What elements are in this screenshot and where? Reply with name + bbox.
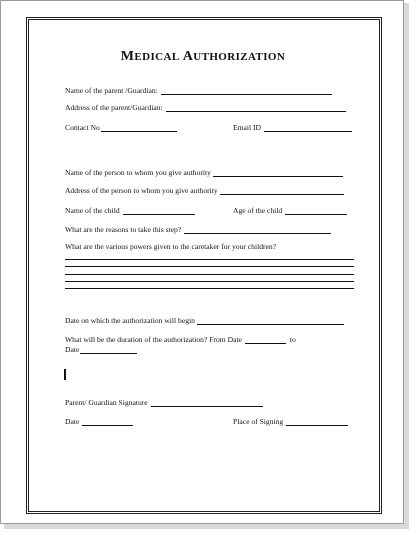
date-begin-line[interactable] <box>197 317 344 325</box>
person-name-line[interactable] <box>213 169 343 177</box>
powers-line-1[interactable] <box>65 259 354 260</box>
powers-line-2[interactable] <box>65 266 354 267</box>
parent-address-field[interactable]: Address of the parent/Guardian: <box>65 103 346 112</box>
person-name-field[interactable]: Name of the person to whom you give authority <box>65 168 343 177</box>
duration-from-line[interactable] <box>245 336 286 344</box>
place-of-signing-field[interactable]: Place of Signing <box>233 417 348 426</box>
email-id-line[interactable] <box>264 124 352 132</box>
date-begin-field[interactable]: Date on which the authorization will begin <box>65 316 344 325</box>
document-title: MEDICAL AUTHORIZATION <box>120 49 286 64</box>
reasons-field[interactable]: What are the reasons to take this step? <box>65 225 331 234</box>
child-age-field[interactable]: Age of the child <box>233 206 347 215</box>
parent-address-line[interactable] <box>166 104 346 112</box>
child-name-field[interactable]: Name of the child <box>65 206 195 215</box>
contact-no-line[interactable] <box>101 124 177 132</box>
reasons-line[interactable] <box>184 226 331 234</box>
duration-date-field[interactable]: Date <box>65 345 137 354</box>
duration-field[interactable]: What will be the duration of the authorization? From Date to <box>65 335 296 344</box>
child-name-line[interactable] <box>123 207 195 215</box>
powers-field: What are the various powers given to the caretaker for your children? <box>65 242 277 251</box>
signature-field[interactable]: Parent/ Guardian Signature <box>65 398 263 407</box>
date-field[interactable]: Date <box>65 417 133 426</box>
powers-line-3[interactable] <box>65 274 354 275</box>
date-line[interactable] <box>82 418 133 426</box>
contact-no-field[interactable]: Contact No <box>65 123 177 132</box>
child-age-line[interactable] <box>285 207 347 215</box>
parent-name-line[interactable] <box>161 87 332 95</box>
email-id-field[interactable]: Email ID <box>233 123 352 132</box>
duration-date-line[interactable] <box>80 346 137 354</box>
parent-name-field[interactable]: Name of the parent /Guardian: <box>65 86 332 95</box>
powers-line-5[interactable] <box>65 288 354 289</box>
person-address-field[interactable]: Address of the person to whom you give authority <box>65 186 344 195</box>
text-cursor <box>64 369 66 380</box>
place-of-signing-line[interactable] <box>286 418 348 426</box>
signature-line[interactable] <box>151 399 263 407</box>
person-address-line[interactable] <box>220 187 344 195</box>
powers-line-4[interactable] <box>65 281 354 282</box>
